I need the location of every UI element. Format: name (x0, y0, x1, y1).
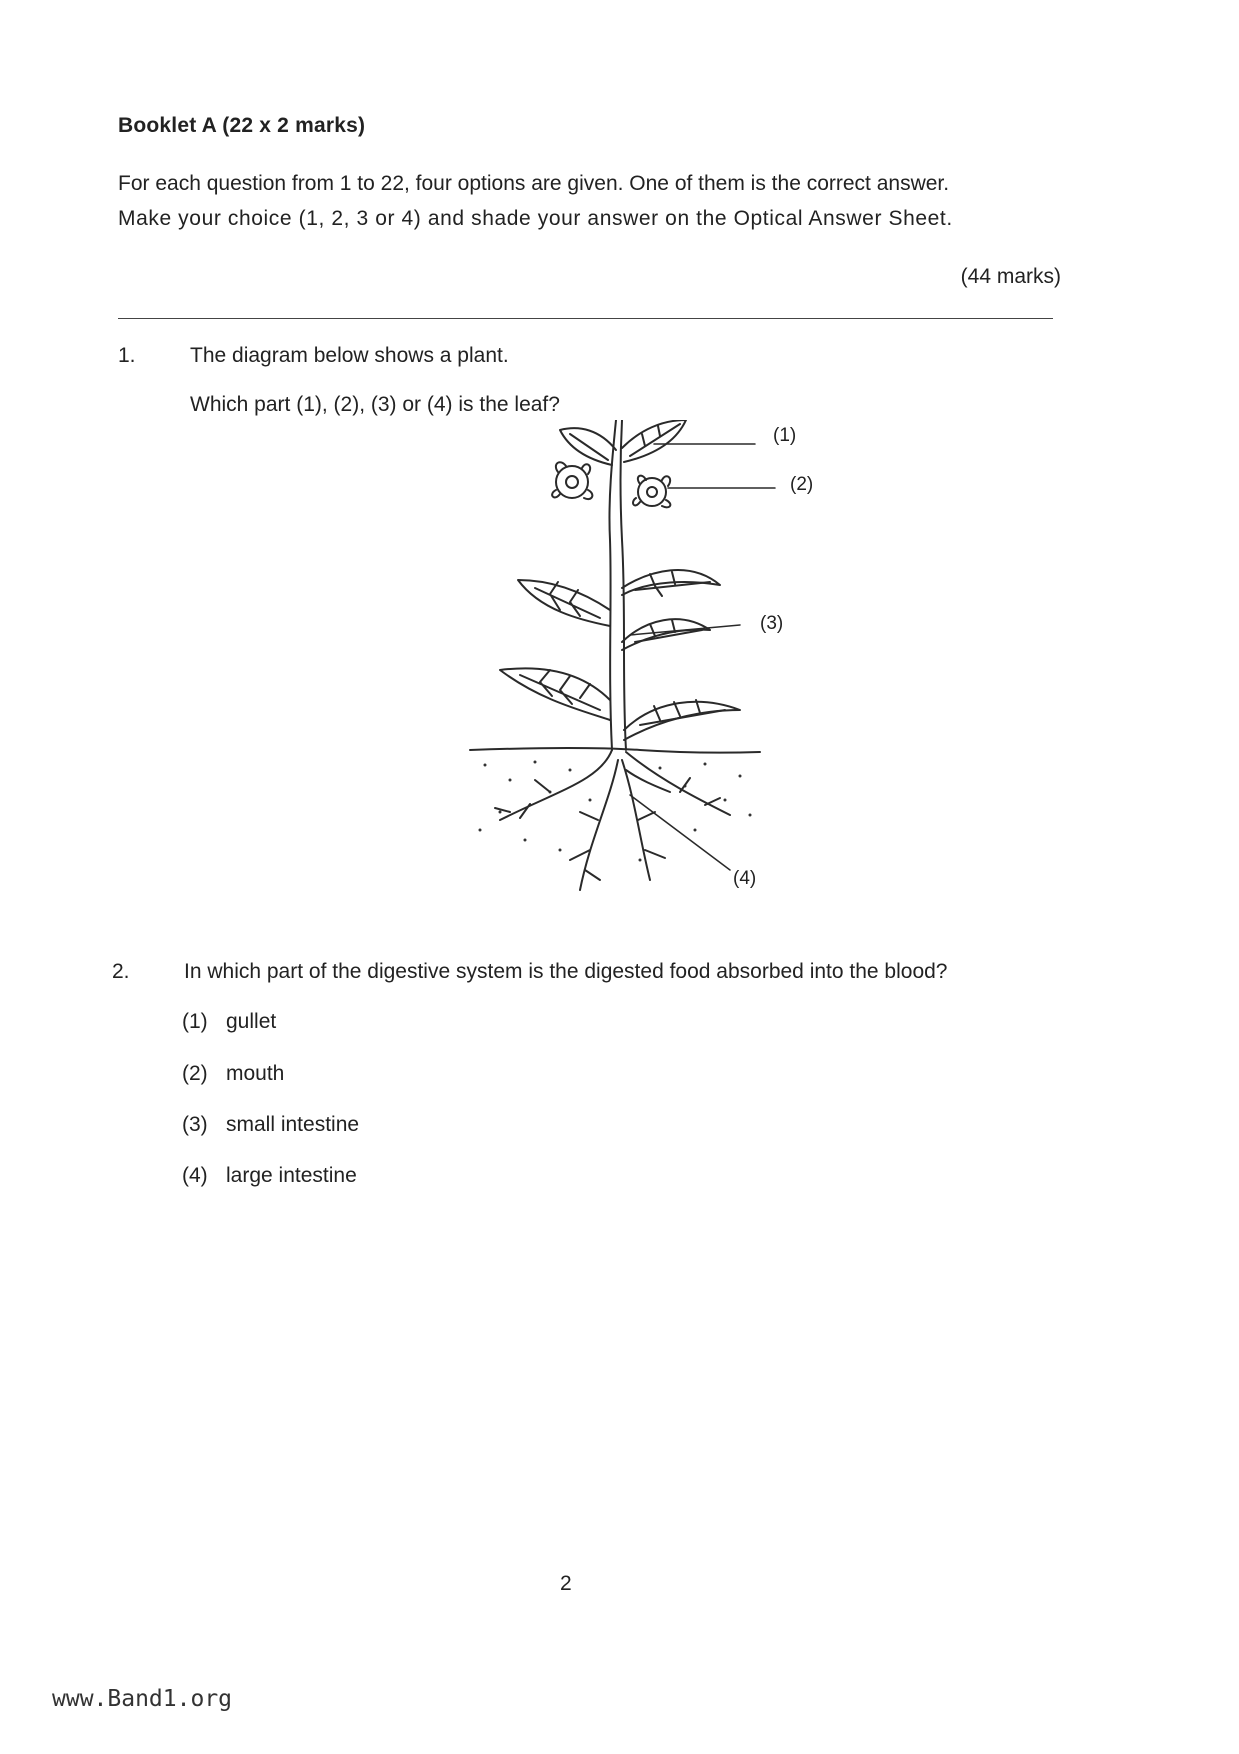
option-3-text: small intestine (226, 1113, 360, 1136)
question-1-text: The diagram below shows a plant. (190, 344, 509, 367)
roots (495, 750, 730, 890)
option-2-text: mouth (226, 1062, 285, 1085)
option-1 (182, 1010, 276, 1034)
plant-diagram (440, 420, 840, 910)
instructions (118, 166, 1063, 236)
label-2: (2) (790, 474, 814, 495)
option-1-number: (1) (182, 1010, 208, 1033)
divider (118, 318, 1053, 319)
label-lines (630, 444, 775, 870)
option-4 (182, 1164, 357, 1188)
option-4-number: (4) (182, 1164, 208, 1187)
question-1-prompt: Which part (1), (2), (3) or (4) is the leaf? (190, 393, 560, 416)
footer-url: www.Band1.org (52, 1686, 233, 1712)
question-2-number: 2. (112, 960, 130, 983)
total-marks: (44 marks) (960, 265, 1061, 288)
label-4: (4) (733, 868, 757, 889)
instructions-line-2: Make your choice (1, 2, 3 or 4) and shade your answer on the Optical Answer Sheet. (118, 207, 953, 230)
option-2-number: (2) (182, 1062, 208, 1085)
option-2 (182, 1062, 284, 1086)
label-3: (3) (760, 613, 784, 634)
question-2-text: In which part of the digestive system is the digested food absorbed into the blood? (184, 960, 948, 983)
option-3 (182, 1113, 359, 1137)
soil-line (470, 748, 760, 753)
booklet-title: Booklet A (22 x 2 marks) (118, 114, 366, 137)
label-1: (1) (773, 425, 797, 446)
option-1-text: gullet (226, 1010, 277, 1033)
option-4-text: large intestine (226, 1164, 357, 1187)
instructions-line-1: For each question from 1 to 22, four options are given. One of them is the correct answer. (118, 172, 950, 195)
option-3-number: (3) (182, 1113, 208, 1136)
question-1-number: 1. (118, 344, 136, 367)
page-number: 2 (560, 1572, 572, 1595)
